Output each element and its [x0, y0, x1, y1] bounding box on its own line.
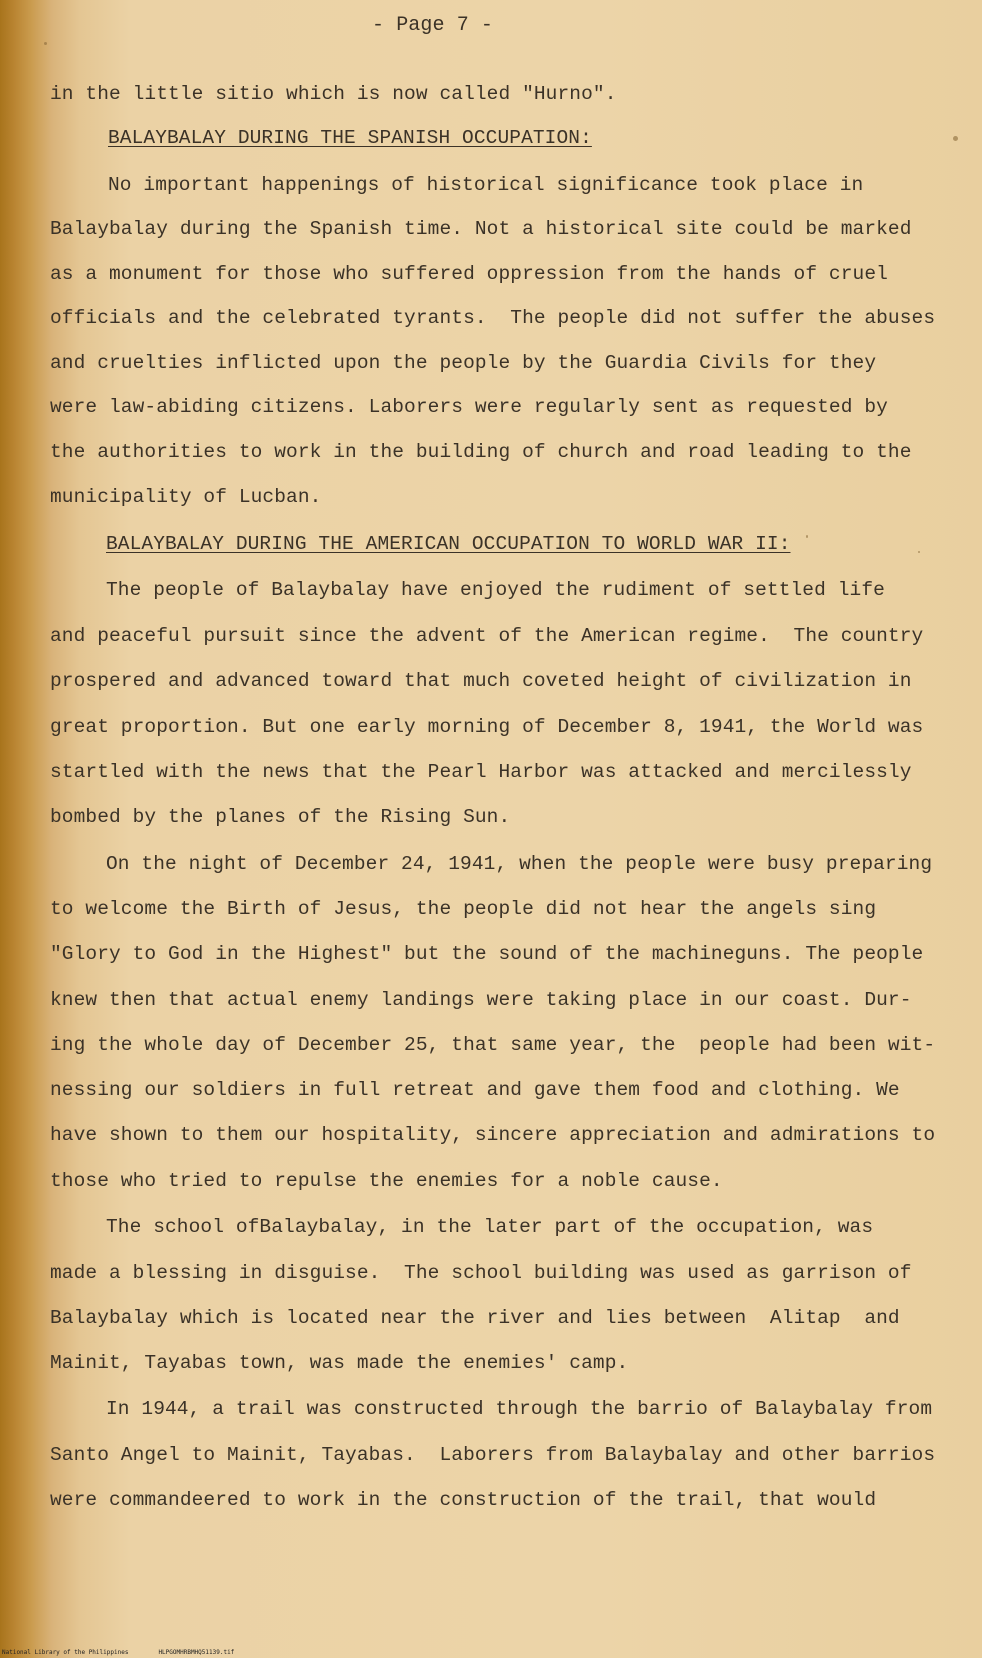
- text-line: to welcome the Birth of Jesus, the people did not hear the angels sing: [50, 898, 877, 920]
- text-line: those who tried to repulse the enemies for a noble cause.: [50, 1170, 723, 1192]
- text-line: Mainit, Tayabas town, was made the enemies' camp.: [50, 1352, 629, 1374]
- text-line: prospered and advanced toward that much coveted height of civilization in: [50, 670, 912, 692]
- paper-speck: [44, 42, 47, 45]
- text-line: municipality of Lucban.: [50, 486, 322, 508]
- text-line: nessing our soldiers in full retreat and gave them food and clothing. We: [50, 1079, 900, 1101]
- text-line: On the night of December 24, 1941, when the people were busy preparing: [106, 853, 933, 875]
- text-line: Balaybalay which is located near the river and lies between Alitap and: [50, 1307, 900, 1329]
- paper-speck: [953, 136, 958, 141]
- text-line: were commandeered to work in the construction of the trail, that would: [50, 1489, 877, 1511]
- text-line: knew then that actual enemy landings were taking place in our coast. Dur-: [50, 989, 912, 1011]
- text-line: No important happenings of historical significance took place in: [108, 174, 864, 196]
- text-line: and cruelties inflicted upon the people by the Guardia Civils for they: [50, 352, 877, 374]
- text-line: Santo Angel to Mainit, Tayabas. Laborers from Balaybalay and other barrios: [50, 1444, 936, 1466]
- text-line: In 1944, a trail was constructed through the barrio of Balaybalay from: [106, 1398, 933, 1420]
- footer-library: National Library of the Philippines: [2, 1649, 129, 1656]
- text-line: were law-abiding citizens. Laborers were regularly sent as requested by: [50, 396, 888, 418]
- text-line: and peaceful pursuit since the advent of the American regime. The country: [50, 625, 924, 647]
- text-line: ing the whole day of December 25, that same year, the people had been wit-: [50, 1034, 936, 1056]
- text-line: The people of Balaybalay have enjoyed the rudiment of settled life: [106, 579, 885, 601]
- paper-speck: [806, 535, 808, 538]
- text-line: "Glory to God in the Highest" but the sound of the machineguns. The people: [50, 943, 924, 965]
- footer-file-id: HLPGOMHRBMHQ51139.tif: [158, 1649, 235, 1656]
- text-line: in the little sitio which is now called "Hurno".: [50, 83, 617, 105]
- text-line: have shown to them our hospitality, sincere appreciation and admirations to: [50, 1124, 936, 1146]
- text-line: great proportion. But one early morning of December 8, 1941, the World was: [50, 716, 924, 738]
- page-number: - Page 7 -: [372, 14, 494, 37]
- paper-speck: [918, 551, 920, 553]
- text-line: The school ofBalaybalay, in the later part of the occupation, was: [106, 1216, 874, 1238]
- text-line: bombed by the planes of the Rising Sun.: [50, 806, 511, 828]
- text-line: startled with the news that the Pearl Harbor was attacked and mercilessly: [50, 761, 912, 783]
- text-line: the authorities to work in the building of church and road leading to the: [50, 441, 912, 463]
- section-heading-spanish: BALAYBALAY DURING THE SPANISH OCCUPATION:: [108, 127, 592, 149]
- section-heading-american: BALAYBALAY DURING THE AMERICAN OCCUPATION TO WORLD WAR II:: [106, 533, 791, 555]
- text-line: Balaybalay during the Spanish time. Not a historical site could be marked: [50, 218, 912, 240]
- scan-footer: [2, 1649, 264, 1656]
- text-line: as a monument for those who suffered oppression from the hands of cruel: [50, 263, 888, 285]
- text-line: made a blessing in disguise. The school building was used as garrison of: [50, 1262, 912, 1284]
- text-line: officials and the celebrated tyrants. The people did not suffer the abuses: [50, 307, 936, 329]
